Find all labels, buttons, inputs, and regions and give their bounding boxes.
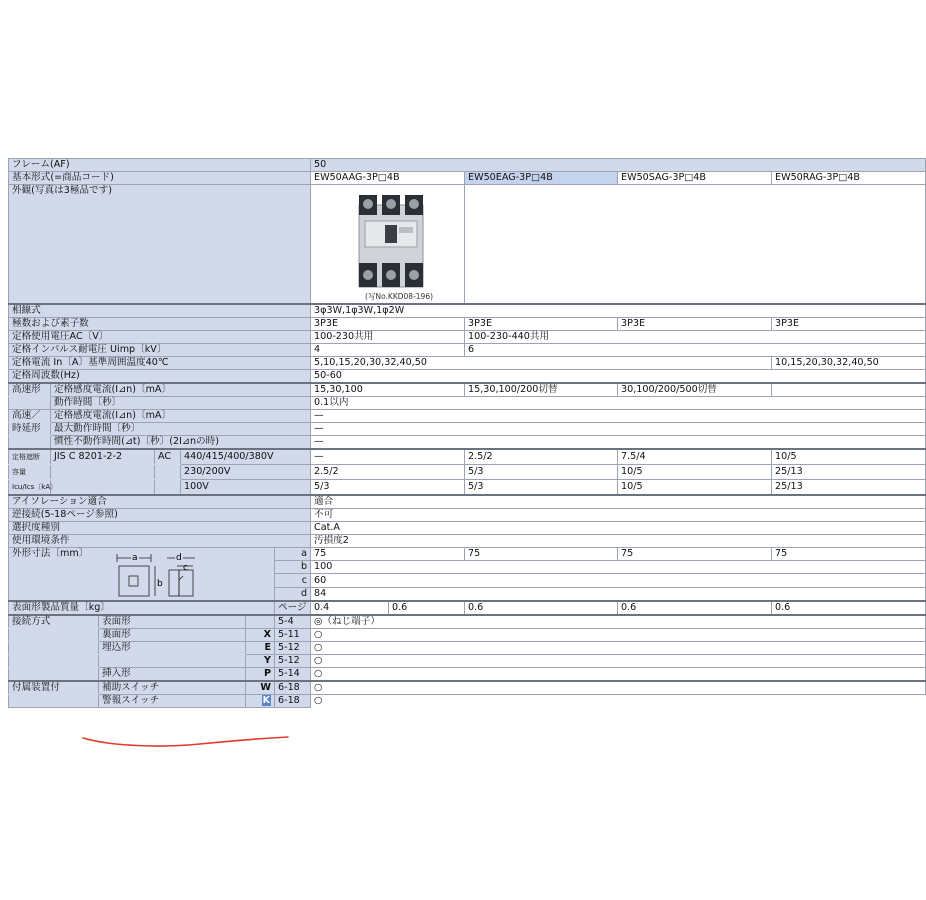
hs-sens-value: 30,100/200/500切替 — [618, 383, 772, 397]
dim-cell — [9, 548, 275, 602]
conn-letter: X — [246, 629, 275, 642]
conn-mark: ○ — [311, 668, 926, 682]
conn-page: 5-14 — [275, 668, 311, 682]
dim-value: 100 — [311, 561, 926, 574]
dim-key: b — [275, 561, 311, 574]
conn-label-cont — [9, 642, 99, 655]
break-ac-cont — [155, 480, 181, 496]
acc-letter: W — [246, 681, 275, 695]
conn-name: 表面形 — [99, 615, 246, 629]
break-label: 容量 — [9, 465, 51, 480]
poles-value: 3P3E — [311, 318, 465, 331]
selectivity-value: Cat.A — [311, 522, 926, 535]
impulse-value: 4 — [311, 344, 465, 357]
row-td-inert — [9, 436, 926, 450]
td-max-label: 最大動作時間〔秒〕 — [51, 423, 311, 436]
row-mass — [9, 601, 926, 615]
break-voltage: 440/415/400/380V — [181, 449, 311, 465]
mass-value: 0.4 — [311, 601, 389, 615]
break-value: 2.5/2 — [311, 465, 465, 480]
env-value: 汚損度2 — [311, 535, 926, 548]
row-conn-2 — [9, 642, 926, 655]
dim-value: 60 — [311, 574, 926, 587]
row-reverse — [9, 509, 926, 522]
mass-value: 0.6 — [772, 601, 926, 615]
row-acc-0 — [9, 681, 926, 695]
freq-value: 50-60 — [311, 370, 926, 384]
row-td-max — [9, 423, 926, 436]
conn-mark: ○ — [311, 642, 926, 655]
row-dim-a — [9, 548, 926, 561]
dim-value: 75 — [465, 548, 618, 561]
phase-value: 3φ3W,1φ3W,1φ2W — [311, 304, 926, 318]
hs-sens-value: 15,30,100/200切替 — [465, 383, 618, 397]
break-value: 5/3 — [465, 480, 618, 496]
dim-value: 84 — [311, 587, 926, 601]
conn-mark: ◎（ねじ端子） — [311, 615, 926, 629]
mass-value: 0.6 — [389, 601, 465, 615]
photo-label: 外観(写真は3極品です) — [9, 185, 311, 305]
row-break-1 — [9, 449, 926, 465]
model-value: EW50AAG-3P□4B — [311, 172, 465, 185]
reverse-label: 逆接続(5-18ページ参照) — [9, 509, 311, 522]
acc-label: 付属装置付 — [9, 681, 99, 695]
row-impulse — [9, 344, 926, 357]
env-label: 使用環境条件 — [9, 535, 311, 548]
row-voltage — [9, 331, 926, 344]
row-frame — [9, 159, 926, 172]
impulse-value: 6 — [465, 344, 926, 357]
red-underline-annotation — [80, 732, 292, 750]
hs-sens-value — [772, 383, 926, 397]
poles-value: 3P3E — [465, 318, 618, 331]
current-label: 定格電流 In〔A〕基準周囲温度40℃ — [9, 357, 311, 370]
poles-value: 3P3E — [772, 318, 926, 331]
dim-value: 75 — [311, 548, 465, 561]
dim-b-mark: b — [157, 579, 163, 589]
conn-mark: ○ — [311, 655, 926, 668]
row-hs-time — [9, 397, 926, 410]
break-value: 10/5 — [618, 465, 772, 480]
voltage-label: 定格使用電圧AC〔V〕 — [9, 331, 311, 344]
acc-mark: ○ — [311, 695, 926, 708]
row-break-2 — [9, 465, 926, 480]
break-ac-cont — [155, 465, 181, 480]
row-freq — [9, 370, 926, 384]
break-value: 5/3 — [311, 480, 465, 496]
dim-d-mark: d — [176, 553, 182, 563]
row-td-sens — [9, 410, 926, 423]
row-conn-0 — [9, 615, 926, 629]
row-env — [9, 535, 926, 548]
break-value: 25/13 — [772, 480, 926, 496]
current-value: 5,10,15,20,30,32,40,50 — [311, 357, 772, 370]
row-conn-3 — [9, 655, 926, 668]
acc-letter-highlight: K — [262, 695, 270, 706]
break-standard-cont — [51, 480, 155, 496]
hs-sens-label: 定格感度電流(I⊿n)〔mA〕 — [51, 383, 311, 397]
row-break-3 — [9, 480, 926, 496]
conn-page: 5-12 — [275, 655, 311, 668]
row-isolation — [9, 495, 926, 509]
conn-letter: E — [246, 642, 275, 655]
photo-caption: (写No.KKD08-196) — [365, 292, 434, 301]
model-label: 基本形式(=商品コード) — [9, 172, 311, 185]
break-value: 25/13 — [772, 465, 926, 480]
dim-key: c — [275, 574, 311, 587]
row-conn-1 — [9, 629, 926, 642]
dim-key: d — [275, 587, 311, 601]
acc-name: 補助スイッチ — [99, 681, 246, 695]
break-value: 2.5/2 — [465, 449, 618, 465]
impulse-label: 定格インパルス耐電圧 Uimp〔kV〕 — [9, 344, 311, 357]
conn-page: 5-11 — [275, 629, 311, 642]
break-value: 10/5 — [772, 449, 926, 465]
acc-label-cont — [9, 695, 99, 708]
row-photo — [9, 185, 926, 305]
td-sens-label: 定格感度電流(I⊿n)〔mA〕 — [51, 410, 311, 423]
conn-name: 裏面形 — [99, 629, 246, 642]
voltage-value: 100-230-440共用 — [465, 331, 926, 344]
conn-label-cont — [9, 629, 99, 642]
dim-key: a — [275, 548, 311, 561]
td-max-value: — — [311, 423, 926, 436]
td-inert-label: 慣性不動作時間(⊿t)〔秒〕(2I⊿nの時) — [51, 436, 311, 450]
selectivity-label: 選択度種別 — [9, 522, 311, 535]
hs-sens-value: 15,30,100 — [311, 383, 465, 397]
acc-name: 警報スイッチ — [99, 695, 246, 708]
voltage-value: 100-230共用 — [311, 331, 465, 344]
dim-a-mark: a — [132, 553, 138, 563]
conn-name — [99, 655, 246, 668]
td-group-cont — [9, 436, 51, 450]
hs-group: 高速形 — [9, 383, 51, 397]
conn-letter: Y — [246, 655, 275, 668]
conn-letter — [246, 615, 275, 629]
hs-time-value: 0.1以内 — [311, 397, 926, 410]
acc-page: 6-18 — [275, 695, 311, 708]
break-label: 定格遮断 — [9, 449, 51, 465]
hs-time-label: 動作時間〔秒〕 — [51, 397, 311, 410]
phase-label: 相線式 — [9, 304, 311, 318]
mass-page-label: ページ — [275, 601, 311, 615]
isolation-label: アイソレーション適合 — [9, 495, 311, 509]
model-value: EW50EAG-3P□4B — [465, 172, 618, 185]
dim-label: 外形寸法〔mm〕 — [12, 548, 89, 559]
poles-label: 極数および素子数 — [9, 318, 311, 331]
frame-value: 50 — [311, 159, 926, 172]
isolation-value: 適合 — [311, 495, 926, 509]
mass-value: 0.6 — [618, 601, 772, 615]
mass-label: 表面形製品質量〔kg〕 — [9, 601, 275, 615]
break-voltage: 230/200V — [181, 465, 311, 480]
conn-label-cont — [9, 655, 99, 668]
hs-group-cont — [9, 397, 51, 410]
conn-label: 接続方式 — [9, 615, 99, 629]
photo-cell — [311, 185, 465, 305]
reverse-value: 不可 — [311, 509, 926, 522]
break-standard-cont — [51, 465, 155, 480]
frame-label: フレーム(AF) — [9, 159, 311, 172]
row-phase — [9, 304, 926, 318]
row-hs-sens — [9, 383, 926, 397]
break-standard: JIS C 8201-2-2 — [51, 449, 155, 465]
break-ac: AC — [155, 449, 181, 465]
break-value: 7.5/4 — [618, 449, 772, 465]
td-group: 高速／ — [9, 410, 51, 423]
freq-label: 定格周波数(Hz) — [9, 370, 311, 384]
acc-page: 6-18 — [275, 681, 311, 695]
acc-letter — [246, 695, 275, 708]
row-current — [9, 357, 926, 370]
dimension-diagram — [117, 550, 217, 598]
model-value: EW50RAG-3P□4B — [772, 172, 926, 185]
conn-label-cont — [9, 668, 99, 682]
dim-c-mark: c — [183, 563, 188, 573]
td-group: 時延形 — [9, 423, 51, 436]
row-conn-4 — [9, 668, 926, 682]
row-acc-1 — [9, 695, 926, 708]
break-value: 10/5 — [618, 480, 772, 496]
td-inert-value: — — [311, 436, 926, 450]
dim-value: 75 — [772, 548, 926, 561]
row-selectivity — [9, 522, 926, 535]
poles-value: 3P3E — [618, 318, 772, 331]
conn-page: 5-12 — [275, 642, 311, 655]
dim-value: 75 — [618, 548, 772, 561]
row-poles — [9, 318, 926, 331]
mass-value: 0.6 — [465, 601, 618, 615]
acc-mark: ○ — [311, 681, 926, 695]
row-model — [9, 172, 926, 185]
current-value: 10,15,20,30,32,40,50 — [772, 357, 926, 370]
breaker-photo — [351, 187, 431, 289]
model-value: EW50SAG-3P□4B — [618, 172, 772, 185]
break-value: — — [311, 449, 465, 465]
conn-mark: ○ — [311, 629, 926, 642]
photo-empty — [465, 185, 926, 305]
conn-letter: P — [246, 668, 275, 682]
conn-page: 5-4 — [275, 615, 311, 629]
conn-name: 挿入形 — [99, 668, 246, 682]
break-voltage: 100V — [181, 480, 311, 496]
spec-table — [8, 158, 926, 708]
break-label: Icu/Ics〔kA〕 — [9, 480, 51, 496]
conn-name: 埋込形 — [99, 642, 246, 655]
td-sens-value: — — [311, 410, 926, 423]
break-value: 5/3 — [465, 465, 618, 480]
